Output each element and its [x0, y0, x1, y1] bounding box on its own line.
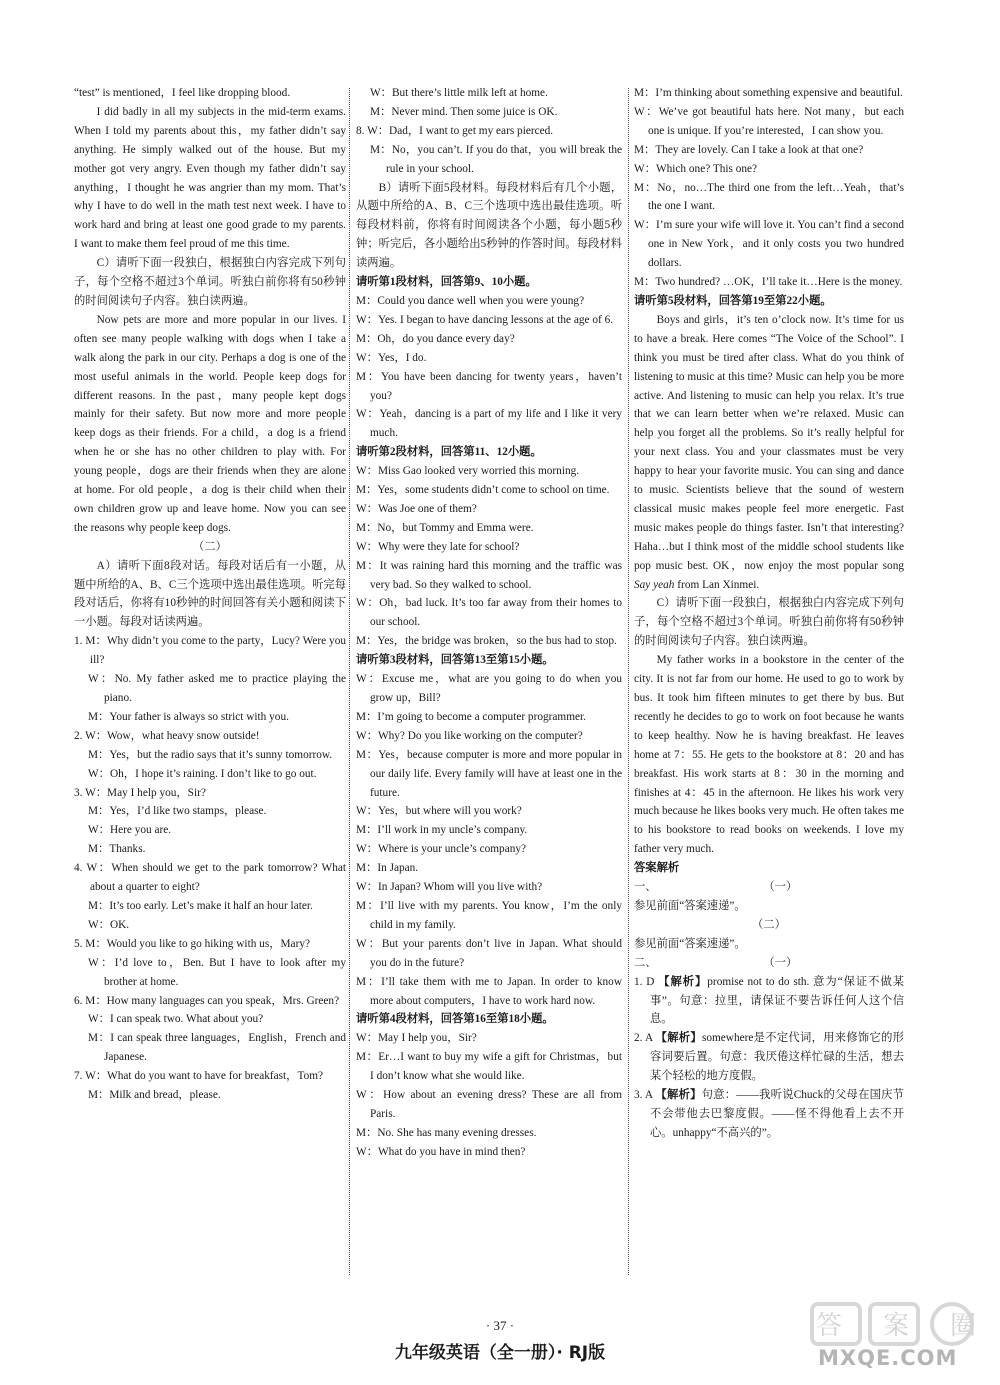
dialogue-line: M：I can speak three languages，English，French and Japanese. — [88, 1032, 346, 1064]
dialogue-line: M：I’ll live with my parents. You know，I’m the only child in my family. — [356, 899, 622, 931]
column-divider — [349, 88, 350, 1275]
question-item: 1. D 【解析】promise not to do sth. 意为“保证不做某事”。句意：拉里，请保证不要告诉任何人这个信息。 — [634, 975, 905, 1026]
analysis-tag: 【解析】 — [658, 975, 708, 988]
dialogue-line: W：I can speak two. What about you? — [88, 1013, 264, 1026]
dialogue-line: W：But there’s little milk left at home. — [370, 87, 548, 99]
material-heading: 请听第3段材料，回答第13至第15小题。 — [356, 654, 554, 667]
dialogue-line: M：I’ll work in my uncle’s company. — [356, 824, 528, 837]
dialogue-line: W：How about an evening dress? These are all from Paris. — [356, 1089, 622, 1120]
dialogue-line: W：Yes，but where will you work? — [356, 805, 522, 818]
watermark-text: MXQE.COM — [818, 1346, 958, 1370]
text-paragraph: B）请听下面5段材料。每段材料后有几个小题，从题中所给的A、B、C三个选项中选出最佳选项。听每段材料前，你将有时间阅读各个小题，每小题5秒钟；听完后，各小题给出5秒钟的作答时间。每段材料读两遍。 — [356, 181, 622, 270]
dialogue-line: M：Yes，the bridge was broken，so the bus had to stop. — [356, 635, 617, 648]
dialogue-line: M：Could you dance well when you were young? — [356, 294, 585, 307]
dialogue-line: W：OK. — [88, 918, 130, 931]
dialogue-line: W：Which one? This one? — [634, 162, 758, 175]
dialogue-line: W：Why were they late for school? — [356, 540, 520, 553]
section-heading — [634, 954, 904, 973]
book-title: 九年级英语（全一册）· RJ版 — [394, 1343, 606, 1363]
question-item: 5. M：Would you like to go hiking with us，Mary? — [74, 937, 310, 950]
column-divider — [628, 88, 629, 1275]
dialogue-line: W：Why? Do you like working on the computer? — [356, 729, 583, 742]
question-item: 8. W：Dad，I want to get my ears pierced. — [356, 124, 554, 137]
dialogue-line: W：Was Joe one of them? — [356, 502, 477, 515]
dialogue-line: M：Your father is always so strict with you. — [88, 710, 289, 723]
dialogue-line: W：Yes，I do. — [356, 351, 427, 364]
text-paragraph: Boys and girls，it’s ten o’clock now. It’s time for us to have a break. Here comes “The Voice of the School”. I think you must be tired after class. What do you think of listening to music at this time? Music can help you be more active. And listening to music can help you relax. It’s true that we can learn better when we’re relaxed. Music can help you forget all the problems. So it’s really helpful for your next class. You and your classmates must be very happy to hear your favorite music. You can sing and dance to music. Scientists believe that the sound of western classical music makes people feel more energetic. Fast music makes people do things faster. Isn’t that interesting? Haha…but I think most of the middle school students like pop music best. OK，now enjoy the most popular song Say yeah from Lan Xinmei. — [634, 313, 904, 591]
material-heading: 答案解析 — [634, 862, 680, 875]
dialogue-line: W：Yes. I began to have dancing lessons at the age of 6. — [356, 313, 614, 326]
question-item: 4. W：When should we get to the park tomorrow? What about a quarter to eight? — [74, 862, 346, 894]
section-number: 一、 — [634, 881, 657, 894]
dialogue-line: M：Yes，I’d like two stamps，please. — [88, 805, 267, 818]
watermark-logo-text: 答案圈 — [816, 1311, 976, 1341]
dialogue-line: M：You have been dancing for twenty years，haven’t you? — [356, 370, 622, 402]
dialogue-line: W：I’d love to，Ben. But I have to look after my brother at home. — [88, 956, 346, 988]
text-paragraph: A）请听下面8段对话。每段对话后有一小题，从题中所给的A、B、C三个选项中选出最佳选项。听完每段对话后，你将有10秒钟的时间回答有关小题和阅读下一小题。每段对话读两遍。 — [74, 559, 346, 629]
material-heading: 请听第5段材料，回答第19至第22小题。 — [634, 294, 832, 307]
text-paragraph: C）请听下面一段独白，根据独白内容完成下列句子，每个空格不超过3个单词。听独白前你将有50秒钟的时间阅读句子内容。独白读两遍。 — [74, 257, 346, 307]
dialogue-line: W：Oh，I hope it’s raining. I don’t like to go out. — [88, 767, 317, 780]
analysis-tag: 【解析】 — [655, 1089, 702, 1102]
dialogue-line: M：I’m thinking about something expensive and beautiful. — [634, 87, 903, 99]
dialogue-line: W：I’m sure your wife will love it. You can’t find a second one in New York，and it only costs you two hundred dollars. — [634, 219, 904, 270]
dialogue-line: M：No，but Tommy and Emma were. — [356, 521, 534, 534]
dialogue-line: M：Er…I want to buy my wife a gift for Christmas，but I don’t know what she would like. — [356, 1051, 622, 1083]
dialogue-line: W：Here you are. — [88, 824, 172, 837]
section-number: 二、 — [634, 956, 657, 969]
dialogue-line: M：Never mind. Then some juice is OK. — [370, 105, 558, 118]
dialogue-line: M：In Japan. — [356, 862, 419, 875]
dialogue-line: W：Miss Gao looked very worried this morning. — [356, 465, 580, 478]
dialogue-line: W：Where is your uncle’s company? — [356, 843, 527, 856]
text-column-left — [74, 84, 346, 1105]
question-item: 3. A 【解析】句意：——我听说Chuck的父母在国庆节不会带他去巴黎度假。——怪不得他看上去不开心。unhappy“不高兴的”。 — [634, 1089, 904, 1139]
dialogue-line: M：No. She has many evening dresses. — [356, 1126, 537, 1139]
text-paragraph: My father works in a bookstore in the center of the city. It is not far from our home. He used to go to work by bus. It took him fifteen minutes to get there by bus. But recently he decides to go to work on foot because he wants to keep healthy. Now he is having breakfast. He leaves home at 7：55. He gets to the bookstore at 8：20 and has breakfast. His work starts at 8：30 in the morning and finishes at 4：45 in the afternoon. He likes his work very much because he likes books very much. He often takes me to his bookstore to read books on weekends. I love my father very much. — [634, 654, 904, 856]
dialogue-line: W：But your parents don’t live in Japan. What should you do in the future? — [356, 937, 622, 969]
question-item: 2. W：Wow，what heavy snow outside! — [74, 729, 260, 742]
dialogue-line: M：I’m going to become a computer programmer. — [356, 710, 586, 723]
question-item: 3. W：May I help you，Sir? — [74, 786, 206, 799]
question-item: 7. W：What do you want to have for breakfast，Tom? — [74, 1070, 324, 1083]
dialogue-line: W：Excuse me，what are you going to do when you grow up，Bill? — [356, 673, 622, 704]
subsection-number: （二） — [752, 918, 786, 931]
dialogue-line: M：Thanks. — [88, 843, 146, 856]
material-heading: 请听第4段材料，回答第16至第18小题。 — [356, 1013, 554, 1026]
text-paragraph: 参见前面“答案速递”。 — [634, 937, 746, 950]
dialogue-line: W：May I help you，Sir? — [356, 1032, 477, 1045]
dialogue-line: M：Two hundred? …OK，I’ll take it…Here is the money. — [634, 276, 903, 289]
dialogue-line: W：We’ve got beautiful hats here. Not many，but each one is unique. If you’re interested，I can show you. — [634, 105, 904, 137]
dialogue-line: M：It was raining hard this morning and the traffic was very bad. So they walked to school. — [356, 559, 622, 591]
dialogue-line: W：What do you have in mind then? — [356, 1145, 526, 1158]
dialogue-line: M：Oh，do you dance every day? — [356, 332, 515, 345]
subsection-number: （一） — [763, 956, 798, 969]
text-paragraph: C）请听下面一段独白，根据独白内容完成下列句子，每个空格不超过3个单词。听独白前你将有50秒钟的时间阅读句子内容。独白读两遍。 — [634, 597, 904, 648]
material-heading: 请听第2段材料，回答第11、12小题。 — [356, 446, 542, 459]
page-number: · 37 · — [485, 1318, 515, 1333]
dialogue-line: W：No. My father asked me to practice playing the piano. — [88, 673, 346, 704]
question-item: 6. M：How many languages can you speak，Mrs. Green? — [74, 994, 340, 1007]
dialogue-line: M：No，you can’t. If you do that，you will break the rule in your school. — [370, 143, 622, 175]
question-item: 1. M：Why didn’t you come to the party，Lucy? Were you ill? — [74, 635, 346, 667]
text-paragraph: “test” is mentioned，I feel like dropping blood. — [74, 87, 291, 99]
section-heading — [634, 878, 904, 897]
dialogue-line: M：Milk and bread，please. — [88, 1089, 221, 1102]
dialogue-line: M：It’s too early. Let’s make it half an hour later. — [88, 899, 313, 912]
analysis-tag: 【解析】 — [655, 1032, 702, 1045]
text-paragraph: 参见前面“答案速递”。 — [634, 899, 746, 912]
dialogue-line: W：In Japan? Whom will you live with? — [356, 881, 543, 894]
text-paragraph: Now pets are more and more popular in our lives. I often see many people walking with dogs when I take a walk along the park in our city. Perhaps a dog is one of the most useful animals in the world. People keep dogs for different reasons. In the past，many people kept dogs mainly for their safety. But now more and more people keep dogs as their friends. For a child，a dog is a friend when he or she has no other children to play with. For young people，dogs are their friends when they are alone at home. For old people，a dog is their child when their own children grow up and leave home. Now you can see the reasons why people keep dogs. — [74, 313, 346, 534]
text-column-middle — [356, 84, 622, 1162]
text-column-right — [634, 84, 904, 1143]
song-title: Say yeah — [634, 578, 675, 591]
dialogue-line: M：No，no…The third one from the left…Yeah，that’s the one I want. — [634, 181, 904, 213]
text-paragraph: I did badly in all my subjects in the mid-term exams. When I told my parents about this，my father didn’t say anything. He simply walked out of the house. But my mother got very angry. Even though my father didn’t say anything，I thought he was angrier than my mom. That’s why I have to do well in the math test next week. I have to work hard and bring at least one good grade to my parents. I want to make them feel proud of me this time. — [74, 105, 346, 251]
dialogue-line: W：Oh，bad luck. It’s too far away from their homes to our school. — [356, 597, 622, 629]
question-item: 2. A 【解析】somewhere是不定代词，用来修饰它的形容词要后置。句意：我厌倦这样忙碌的生活，想去某个轻松的地方度假。 — [634, 1032, 904, 1083]
dialogue-line: M：I’ll take them with me to Japan. In order to know more about computers，I have to work hard now. — [356, 975, 622, 1007]
section-heading: （二） — [193, 540, 227, 553]
dialogue-line: M：Yes，some students didn’t come to school on time. — [356, 484, 610, 497]
subsection-number: （一） — [763, 881, 798, 894]
material-heading: 请听第1段材料，回答第9、10小题。 — [356, 276, 537, 289]
dialogue-line: W：Yeah，dancing is a part of my life and I like it very much. — [356, 408, 622, 440]
dialogue-line: M：Yes，because computer is more and more popular in our daily life. Every family will have at least one in the future. — [356, 748, 622, 799]
dialogue-line: M：They are lovely. Can I take a look at that one? — [634, 143, 864, 156]
dialogue-line: M：Yes，but the radio says that it’s sunny tomorrow. — [88, 748, 333, 761]
